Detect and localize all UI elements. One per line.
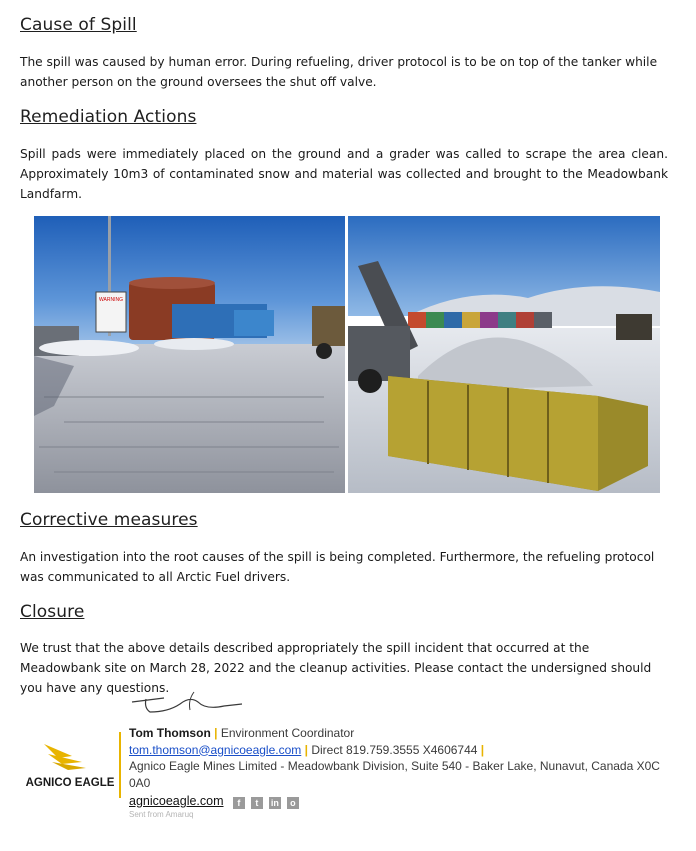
email-link[interactable]: tom.thomson@agnicoeagle.com (129, 742, 302, 757)
company-address: Agnico Eagle Mines Limited - Meadowbank Division, Suite 540 - Baker Lake, Nunavut, Canada X0C 0A0 (129, 759, 660, 790)
svg-text:AGNICO EAGLE: AGNICO EAGLE (25, 777, 115, 789)
linkedin-icon[interactable]: in (270, 798, 279, 808)
website-link[interactable]: agnicoeagle.com (129, 794, 224, 808)
paragraph-corrective-measures: An investigation into the root causes of the spill is being completed. Furthermore, the refueling protocol was communicated to all Arctic Fuel drivers. (20, 550, 655, 584)
paragraph-closure: We trust that the above details described appropriately the spill incident that occurred at the Meadowbank site on March 28, 2022 and the cleanup activities. Please contact the undersigned should you have any questions. (20, 641, 652, 695)
sent-from-note: Sent from Amaruq (129, 810, 194, 819)
email-signature: Tom Thomson | Environment Coordinator tom.thomson@agnicoeagle.com | Direct 819.759.3555 X4606744 | Agnico Eagle Mines Limited - Meadowbank Division, Suite 540 - Baker Lake, Nunavut, Canada X0C 0A0 agnicoeagle.com f t in o (129, 725, 669, 810)
twitter-icon[interactable]: t (251, 797, 263, 809)
handwritten-signature (128, 690, 248, 723)
direct-phone: Direct 819.759.3555 X4606744 (311, 742, 478, 757)
paragraph-cause-of-spill: The spill was caused by human error. During refueling, driver protocol is to be on top of the tanker while another person on the ground oversees the shut off valve. (20, 55, 658, 89)
photo-contaminated-material-bin (348, 216, 660, 493)
instagram-icon[interactable]: o (287, 797, 299, 809)
signer-title: Environment Coordinator (220, 726, 355, 740)
heading-closure: Closure (20, 602, 85, 622)
paragraph-remediation-actions: Spill pads were immediately placed on the ground and a grader was called to scrape the area clean. Approximately 10m3 of contaminated snow and material was collected and brought to the Meadowbank Landfarm. (20, 147, 668, 201)
heading-cause-of-spill: Cause of Spill (20, 15, 137, 35)
signature-accent-bar (119, 732, 121, 798)
facebook-icon[interactable]: f (233, 797, 245, 809)
warning-sign-text: WARNING (99, 297, 123, 303)
heading-remediation-actions: Remediation Actions (20, 107, 197, 127)
photo-spill-site (34, 216, 345, 493)
heading-corrective-measures: Corrective measures (20, 510, 198, 530)
signer-name: Tom Thomson (129, 726, 211, 740)
agnico-eagle-logo (22, 742, 118, 792)
